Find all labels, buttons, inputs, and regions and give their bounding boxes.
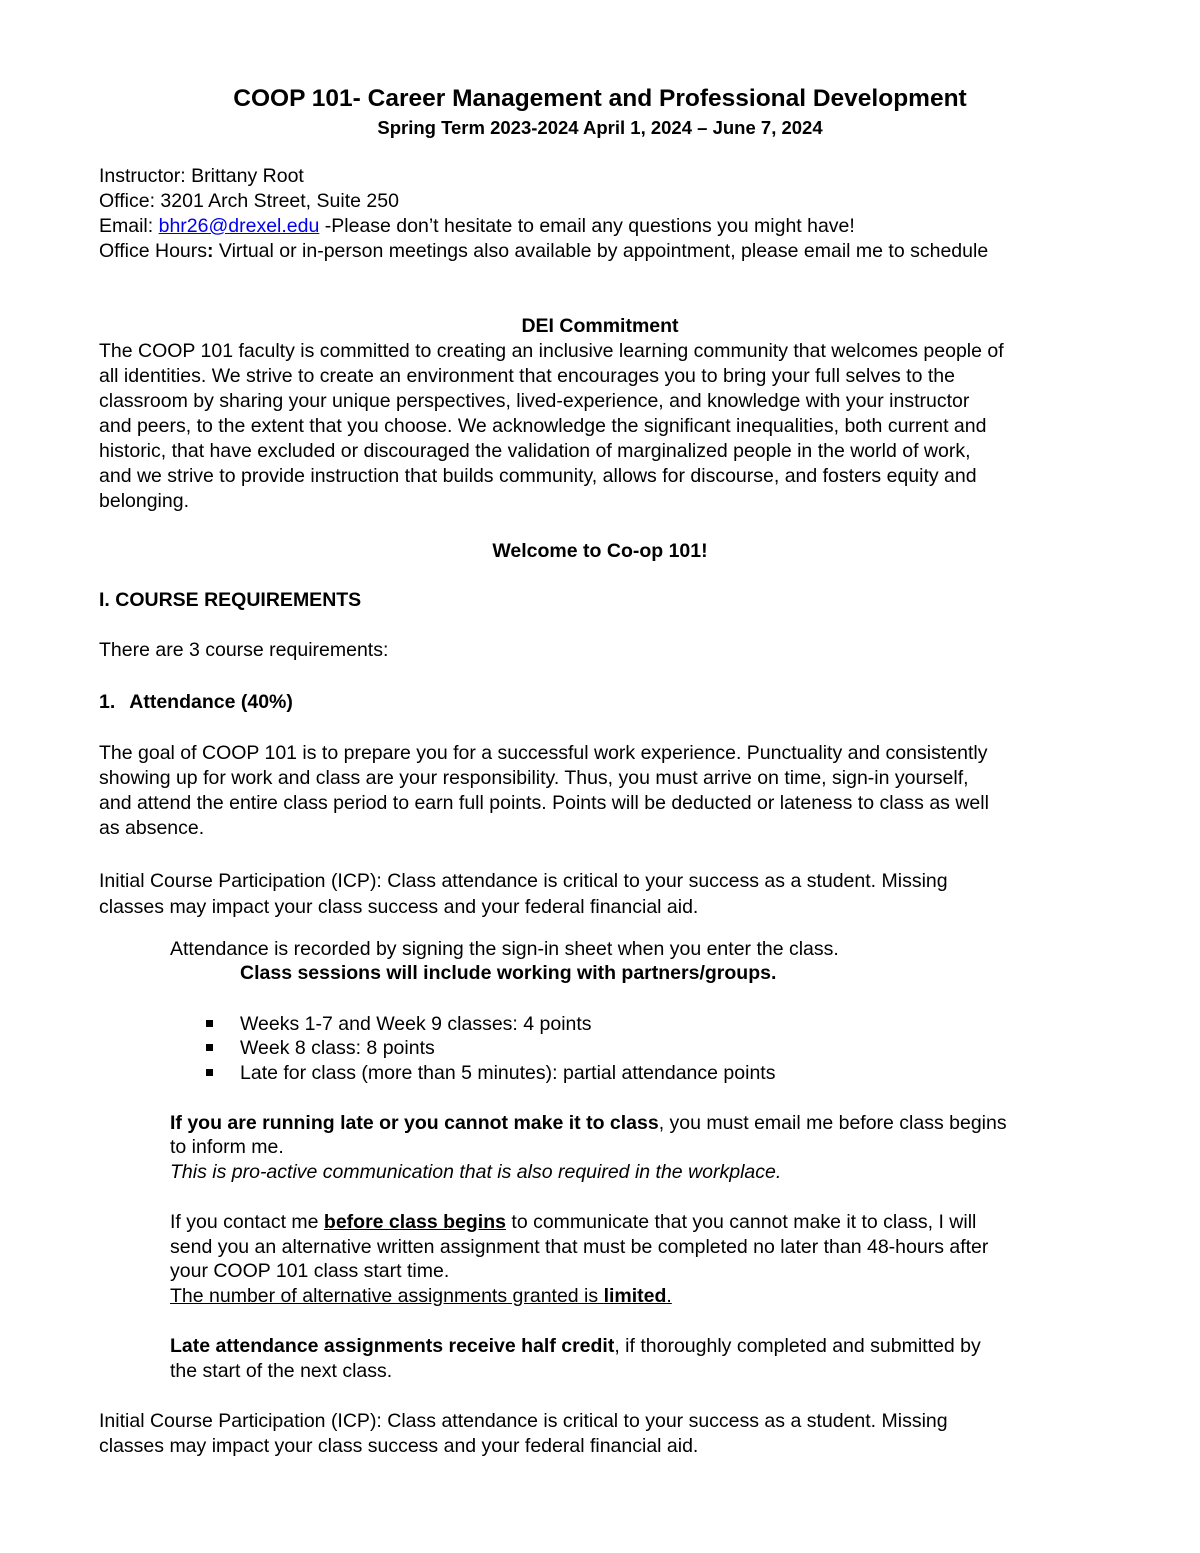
office-hours-colon: : <box>207 240 214 262</box>
late-assignment-line2: the start of the next class. <box>170 1360 393 1382</box>
welcome-heading: Welcome to Co-op 101! <box>492 540 708 562</box>
dei-text-line: and peers, to the extent that you choose. We acknowledge the significant inequalities, both current and <box>99 415 987 437</box>
dei-text-line: classroom by sharing your unique perspectives, lived-experience, and knowledge with your instructor <box>99 390 970 412</box>
bullet-icon <box>206 1069 213 1076</box>
bullet-icon <box>206 1044 213 1051</box>
late-notice-line2: to inform me. <box>170 1136 284 1158</box>
list-item: Weeks 1-7 and Week 9 classes: 4 points <box>240 1013 592 1035</box>
dei-heading: DEI Commitment <box>521 315 679 337</box>
requirements-intro: There are 3 course requirements: <box>99 639 389 661</box>
contact-policy-line3: your COOP 101 class start time. <box>170 1260 450 1282</box>
contact-policy <box>170 1210 976 1235</box>
contact-policy-post: to communicate that you cannot make it to class, I will <box>505 1211 977 1233</box>
office-hours-label: Office Hours <box>99 240 208 262</box>
contact-policy-bold: before class begins <box>323 1211 506 1233</box>
icp-line: classes may impact your class success and your federal financial aid. <box>99 896 699 918</box>
late-notice-bold: If you are running late or you cannot make it to class <box>170 1112 659 1134</box>
attendance-heading <box>99 690 293 715</box>
item-number: 1. <box>99 691 116 713</box>
limited-note <box>170 1284 672 1309</box>
email-link[interactable]: bhr26@drexel.edu <box>158 215 320 237</box>
limited-pre: The number of alternative assignments granted is <box>170 1285 604 1307</box>
dei-text-line: historic, that have excluded or discouraged the validation of marginalized people in the world of work, <box>99 440 971 462</box>
contact-policy-pre: If you contact me <box>170 1211 324 1233</box>
goal-line: as absence. <box>99 817 205 839</box>
contact-policy-line2: send you an alternative written assignment that must be completed no later than 48-hours after <box>170 1236 989 1258</box>
email-line <box>99 214 855 239</box>
item-title: Attendance (40%) <box>129 691 293 713</box>
late-assignment-note <box>170 1334 981 1359</box>
icp-line: classes may impact your class success and your federal financial aid. <box>99 1435 699 1457</box>
dei-text-line: all identities. We strive to create an environment that encourages you to bring your full selves to the <box>99 365 955 387</box>
late-notice <box>170 1111 1007 1136</box>
list-item: Week 8 class: 8 points <box>240 1037 435 1059</box>
list-item: Late for class (more than 5 minutes): partial attendance points <box>240 1062 776 1084</box>
late-assignment-bold: Late attendance assignments receive half credit <box>170 1335 615 1357</box>
office-hours-line <box>99 239 988 264</box>
instructor-line: Instructor: Brittany Root <box>99 165 304 187</box>
limited-post: . <box>666 1285 672 1307</box>
goal-line: and attend the entire class period to earn full points. Points will be deducted or lateness to class as well <box>99 792 989 814</box>
office-hours-text: Virtual or in-person meetings also available by appointment, please email me to schedule <box>213 240 989 262</box>
section-heading: I. COURSE REQUIREMENTS <box>99 589 362 611</box>
dei-text-line: and we strive to provide instruction that builds community, allows for discourse, and fosters equity and <box>99 465 977 487</box>
icp-line: Initial Course Participation (ICP): Class attendance is critical to your success as a student. Missing <box>99 1410 948 1432</box>
email-label: Email: <box>99 215 159 237</box>
late-assignment-rest: , if thoroughly completed and submitted by <box>614 1335 981 1357</box>
term-dates: Spring Term 2023-2024 April 1, 2024 – June 7, 2024 <box>377 117 823 138</box>
goal-line: showing up for work and class are your responsibility. Thus, you must arrive on time, sign-in yourself, <box>99 767 969 789</box>
dei-text-line: belonging. <box>99 490 189 512</box>
page-title: COOP 101- Career Management and Professional Development <box>233 85 967 112</box>
icp-line: Initial Course Participation (ICP): Class attendance is critical to your success as a student. Missing <box>99 870 948 892</box>
limited-bold: limited <box>603 1285 667 1307</box>
sessions-note: Class sessions will include working with partners/groups. <box>240 962 777 984</box>
attendance-recorded: Attendance is recorded by signing the sign-in sheet when you enter the class. <box>170 938 839 960</box>
bullet-icon <box>206 1020 213 1027</box>
office-line: Office: 3201 Arch Street, Suite 250 <box>99 190 399 212</box>
goal-line: The goal of COOP 101 is to prepare you for a successful work experience. Punctuality and consistently <box>99 742 988 764</box>
proactive-note: This is pro-active communication that is also required in the workplace. <box>170 1161 782 1183</box>
dei-text-line: The COOP 101 faculty is committed to creating an inclusive learning community that welcomes people of <box>99 340 1004 362</box>
email-note: -Please don’t hesitate to email any questions you might have! <box>319 215 855 237</box>
late-notice-rest: , you must email me before class begins <box>658 1112 1007 1134</box>
